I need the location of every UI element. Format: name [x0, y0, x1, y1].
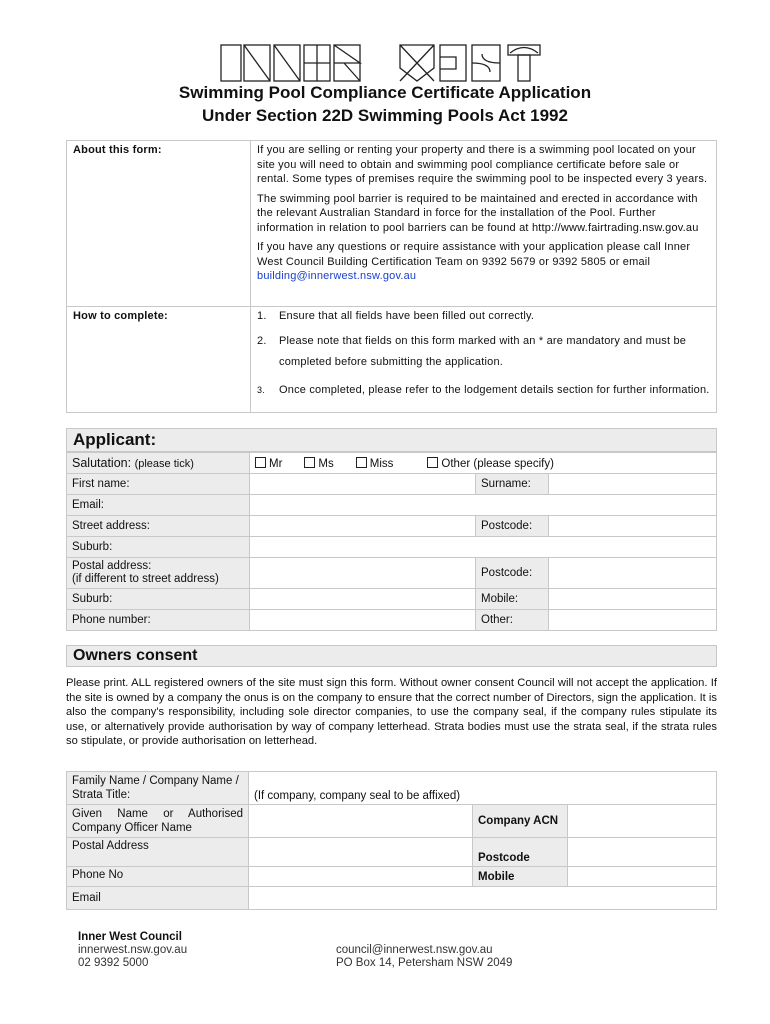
suburb2-label: Suburb: [67, 589, 250, 610]
suburb-label: Suburb: [67, 537, 250, 558]
applicant-table [66, 452, 717, 631]
first-name-label: First name: [67, 474, 250, 495]
suburb-field[interactable] [250, 537, 717, 558]
checkbox-other[interactable]: Other (please specify) [427, 457, 554, 470]
owner-email-field[interactable] [249, 887, 717, 910]
other-label: Other: [476, 610, 549, 631]
other-field[interactable] [549, 610, 717, 631]
seal-note: (If company, company seal to be affixed) [254, 790, 461, 802]
postcode-label: Postcode: [476, 516, 549, 537]
owners-heading: Owners consent [66, 645, 717, 667]
given-name-field[interactable] [249, 805, 473, 838]
footer-address: PO Box 14, Petersham NSW 2049 [336, 957, 513, 969]
about-label: About this form: [67, 141, 251, 307]
applicant-heading: Applicant: [66, 428, 717, 452]
about-table [66, 140, 717, 413]
owner-postcode-label: Postcode [473, 838, 568, 867]
street-field[interactable] [250, 516, 476, 537]
surname-field[interactable] [549, 474, 717, 495]
phone-field[interactable] [250, 610, 476, 631]
email-field[interactable] [250, 495, 717, 516]
postal-address-field[interactable] [249, 838, 473, 867]
postal-note: (if different to street address) [72, 573, 219, 585]
family-name-field[interactable] [249, 772, 717, 805]
owner-mobile-field[interactable] [568, 867, 717, 887]
phone-no-field[interactable] [249, 867, 473, 887]
given-name-label: Given Name or Authorised Company Officer Name [67, 805, 249, 838]
checkbox-mr[interactable]: Mr [255, 457, 282, 470]
footer-phone: 02 9392 5000 [78, 957, 149, 969]
email-link[interactable]: building@innerwest.nsw.gov.au [257, 270, 417, 282]
email-label: Email: [67, 495, 250, 516]
postcode2-field[interactable] [549, 558, 717, 589]
owner-postcode-field[interactable] [568, 838, 717, 867]
form-subtitle: Under Section 22D Swimming Pools Act 1992 [202, 106, 568, 125]
mobile-field[interactable] [549, 589, 717, 610]
step: 2. Please note that fields on this form marked with an * are mandatory and must be completed before submitting the application. [257, 334, 687, 368]
postcode-field[interactable] [549, 516, 717, 537]
salutation-label: Salutation: [72, 456, 132, 470]
mobile-label: Mobile: [476, 589, 549, 610]
acn-label: Company ACN [473, 805, 568, 838]
footer-left [78, 931, 187, 970]
salutation-note: (please tick) [134, 458, 194, 470]
postal-field[interactable] [250, 558, 476, 589]
steps-list [257, 309, 710, 401]
street-label: Street address: [67, 516, 250, 537]
form-title: Swimming Pool Compliance Certificate Application [178, 83, 592, 102]
step: 3. Once completed, please refer to the lodgement details section for further information. [257, 383, 710, 396]
postcode2-label: Postcode: [476, 558, 549, 589]
step: 1. Ensure that all fields have been filled out correctly. [257, 310, 535, 322]
phone-label: Phone number: [67, 610, 250, 631]
about-p1: If you are selling or renting your property and there is a swimming pool located on your site you will need to obtain and swimming pool compliance certificate before sale or rental. Some types of premises require the swimming pool to be inspected every 3 years. [257, 144, 708, 185]
about-p3: If you have any questions or require assistance with your application please call Inner West Council Building Certification Team on 9392 5679 or 9392 5805 or email [257, 241, 691, 268]
footer-org: Inner West Council [78, 931, 182, 943]
first-name-field[interactable] [250, 474, 476, 495]
how-label: How to complete: [67, 307, 251, 413]
surname-label: Surname: [476, 474, 549, 495]
footer-web: innerwest.nsw.gov.au [78, 944, 188, 956]
postal-label: Postal address: [72, 560, 152, 572]
footer-right [336, 944, 512, 970]
about-p2: The swimming pool barrier is required to be maintained and erected in accordance with the relevant Australian Standard in force for the installation of the Pool. Further information in relation to pool barriers can be found at http://www.fairtrading.nsw.gov.au [257, 192, 699, 234]
postal-address-label: Postal Address [67, 838, 249, 867]
checkbox-miss[interactable]: Miss [356, 457, 394, 470]
footer-email: council@innerwest.nsw.gov.au [336, 944, 493, 956]
owners-paragraph: Please print. ALL registered owners of the site must sign this form. Without owner consent Council will not accept the application. If the site is owned by a company the onus is on the company to ensure that the correct number of Directors, sign the application. It is also the company's responsibility, including sole director companies, to use the company seal, if the company rules stipulate its use, or alternatively provide authorisation by way of company letterhead. Strata bodies must use the strata seal, if the strata rules so stipulate, or provide authorisation on letterhead. [66, 677, 717, 747]
owner-mobile-label: Mobile [473, 867, 568, 887]
phone-no-label: Phone No [67, 867, 249, 887]
checkbox-ms[interactable]: Ms [304, 457, 333, 470]
owner-email-label: Email [67, 887, 249, 910]
acn-field[interactable] [568, 805, 717, 838]
owners-table [66, 771, 717, 910]
suburb2-field[interactable] [250, 589, 476, 610]
inner-west-logo [220, 44, 550, 82]
family-name-label: Family Name / Company Name / Strata Title: [67, 772, 249, 805]
